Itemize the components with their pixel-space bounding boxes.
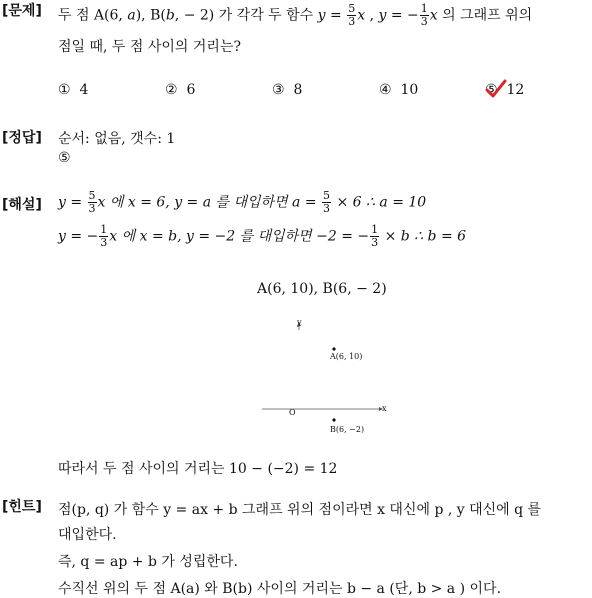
solution-line-2: y = − $\frac{1}{3}$ x 에 x = b, y = −2 를 대입하면 −2 = − $\frac{1}{3}$ × b ∴ b = 6: [58, 223, 467, 249]
problem-line-1: 두 점 A(6, a), B(b, − 2) 가 각각 두 함수 y = $\frac{5}{3}$ x , y = − $\frac{1}{3}$ x 의 그래프 위의: [58, 2, 533, 28]
solution-line-1: y = $\frac{5}{3}$ x 에 x = 6, y = a 를 대입하면 a = $\frac{5}{3}$ × 6 ∴ a = 10: [58, 189, 427, 215]
hint-line-1: 점(p, q) 가 함수 y = ax + b 그래프 위의 점이라면 x 대신에 p , y 대신에 q 를: [58, 502, 542, 518]
hint-line-2: 대입한다.: [58, 527, 117, 543]
point-b-label: B(6, −2): [330, 425, 365, 434]
x-axis-label: x: [382, 404, 387, 413]
solution-conclusion: 따라서 두 점 사이의 거리는 10 − (−2) = 12: [58, 461, 338, 477]
origin-label: O: [289, 408, 296, 417]
checkmark-icon: [485, 78, 507, 100]
y-axis-label: y: [297, 318, 302, 327]
hint-line-3: 즉, q = ap + b 가 성립한다.: [58, 554, 238, 570]
option-1[interactable]: ① 4: [58, 82, 89, 98]
fraction: $\frac{1}{3}$: [100, 223, 108, 249]
point-b-marker: [332, 418, 335, 421]
fraction: $\frac{5}{3}$: [323, 189, 331, 215]
hint-line-4: 수직선 위의 두 점 A(a) 와 B(b) 사이의 거리는 b − a (단, b > a ) 이다.: [58, 581, 502, 597]
fraction: $\frac{5}{3}$: [348, 2, 356, 28]
coordinate-graph: [255, 312, 395, 442]
point-a-marker: [332, 347, 335, 350]
option-3[interactable]: ③ 8: [272, 82, 303, 98]
hint-label: [힌트]: [2, 499, 42, 515]
fraction: $\frac{5}{3}$: [88, 189, 96, 215]
option-5[interactable]: ⑤ 12: [485, 82, 525, 98]
option-2[interactable]: ② 6: [165, 82, 196, 98]
problem-line-2: 점일 때, 두 점 사이의 거리는?: [58, 39, 241, 55]
answer-line-1: 순서: 없음, 갯수: 1: [58, 131, 176, 147]
fraction: $\frac{1}{3}$: [420, 2, 428, 28]
option-4[interactable]: ④ 10: [379, 82, 419, 98]
problem-label: [문제]: [2, 3, 42, 19]
solution-label: [해설]: [2, 197, 42, 213]
answer-line-2: ⑤: [58, 150, 71, 166]
answer-label: [정답]: [2, 130, 42, 146]
fraction: $\frac{1}{3}$: [371, 223, 379, 249]
points-title: A(6, 10), B(6, − 2): [257, 281, 387, 297]
point-a-label: A(6, 10): [330, 352, 363, 361]
